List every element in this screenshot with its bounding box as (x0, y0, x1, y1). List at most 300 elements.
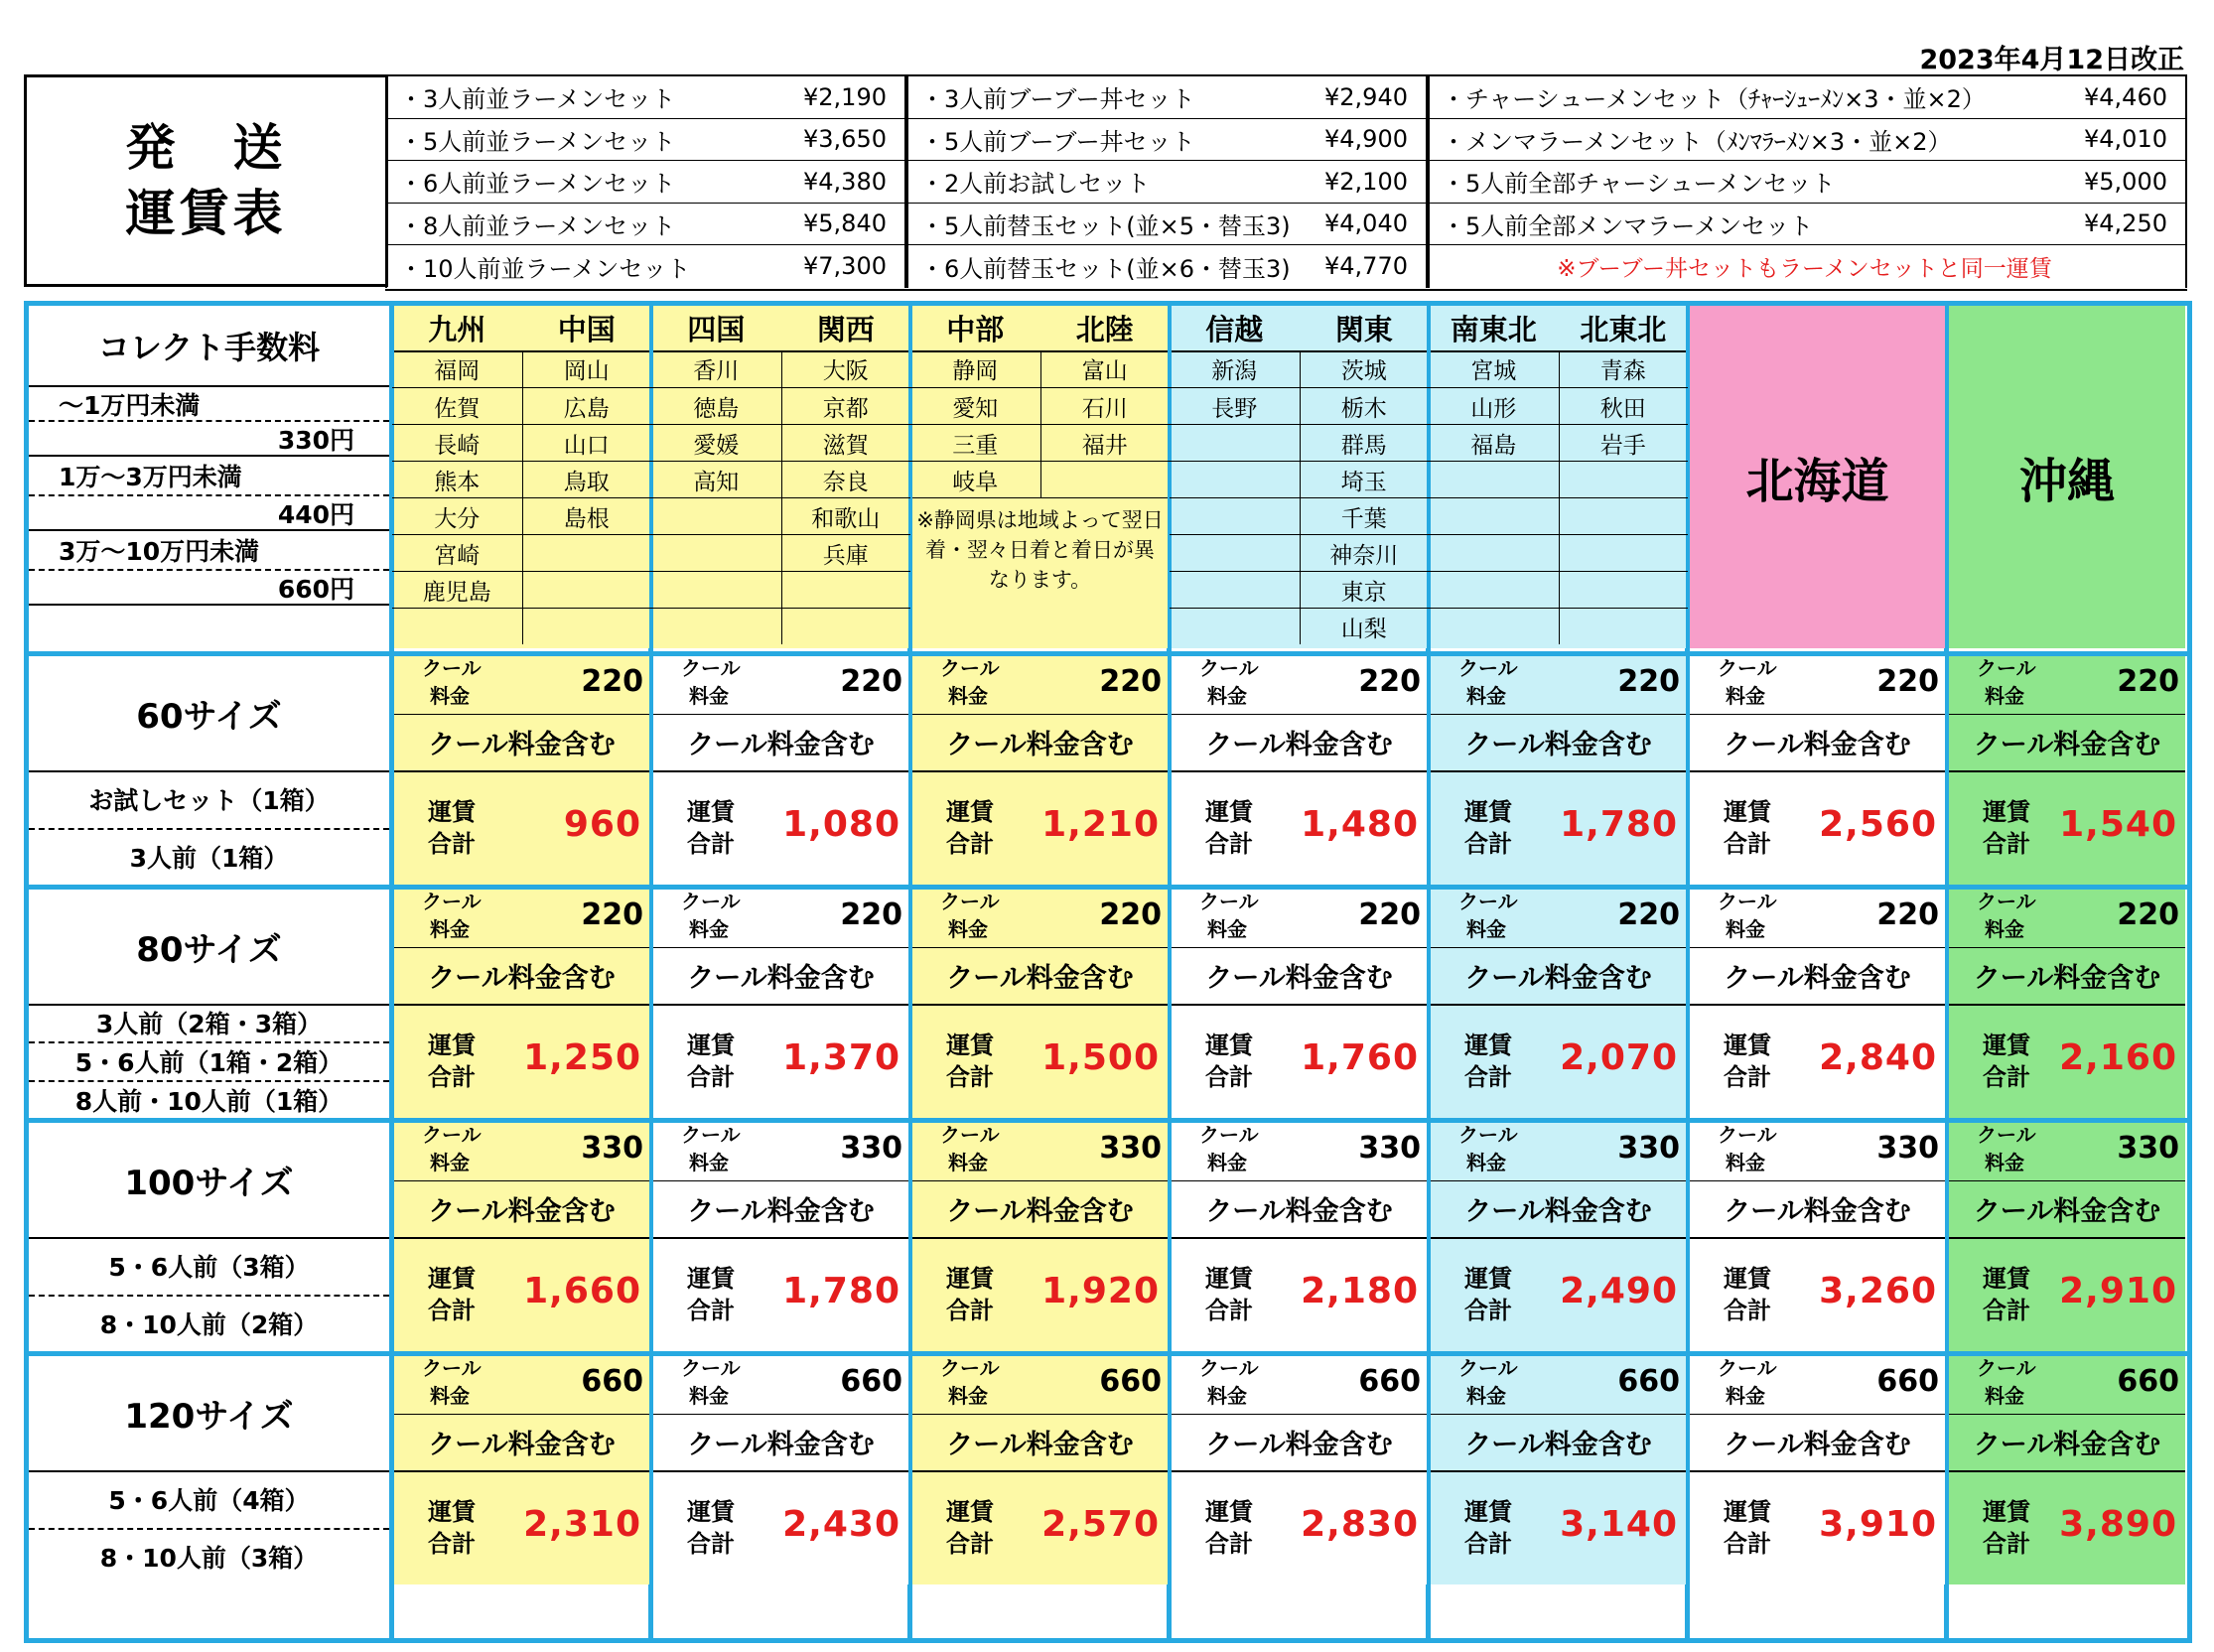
prefecture (1170, 571, 1300, 608)
prefecture: 広島 (522, 387, 652, 424)
menu-note: ※ブーブー丼セットもラーメンセットと同一運賃 (1428, 245, 2187, 288)
cool-label-line: クール (681, 1123, 741, 1147)
prefecture: 京都 (781, 387, 911, 424)
menu-item-price: ¥4,460 (2084, 82, 2167, 111)
fare-total: 1,250 (523, 1036, 641, 1078)
fare-label-line: 運賃 (1983, 797, 2030, 826)
cool-included-label: クール料金含む (1464, 730, 1652, 760)
cool-included-label: クール料金含む (1973, 963, 2161, 994)
prefecture: 栃木 (1300, 387, 1430, 424)
prefecture (651, 534, 781, 571)
cool-label-line: クール (1718, 656, 1777, 680)
prefecture: 愛媛 (651, 424, 781, 461)
cool-fee: 330 (2117, 1131, 2179, 1166)
fare-rule (912, 1470, 1168, 1472)
prefecture: 山梨 (1300, 608, 1430, 644)
menu-item (385, 119, 906, 162)
cool-label-line: 料金 (1466, 684, 1506, 708)
cool-label-line: 料金 (1985, 917, 2024, 941)
fare-label-line: 運賃 (946, 1264, 994, 1293)
cool-label-line: 料金 (1985, 1151, 2024, 1174)
prefecture (651, 571, 781, 608)
collect-fee-row (29, 604, 389, 651)
cool-label-line: クール (422, 1356, 482, 1380)
cool-included-label: クール料金含む (687, 963, 875, 994)
menu-item (385, 76, 906, 119)
fare-label-line: 合計 (1724, 1062, 1771, 1091)
cool-label-line: クール (1977, 1356, 2036, 1380)
menu-item-name: ・8人前並ラーメンセット (399, 211, 676, 240)
prefecture: 埼玉 (1300, 461, 1430, 497)
fare-label-line: 合計 (1205, 829, 1253, 858)
revision-date: 2023年4月12日改正 (1919, 45, 2184, 75)
cool-label-line: クール (422, 1123, 482, 1147)
prefecture (1429, 608, 1559, 644)
prefecture: 鳥取 (522, 461, 652, 497)
collect-fee-row: 660円 (29, 569, 389, 604)
menu-item-name: ・6人前並ラーメンセット (399, 170, 676, 199)
fare-label-line: 合計 (1983, 1296, 2030, 1324)
prefecture (1429, 497, 1559, 534)
fare-rule (912, 770, 1168, 772)
fare-total: 2,430 (782, 1503, 900, 1545)
fare-label-line: 合計 (1205, 1296, 1253, 1324)
fare-total: 2,070 (1560, 1036, 1678, 1078)
cool-included-label: クール料金含む (428, 1430, 616, 1460)
fare-rule (1172, 1470, 1427, 1472)
cool-label-line: 料金 (1726, 684, 1765, 708)
cool-included-label: クール料金含む (1205, 963, 1393, 994)
cool-label-line: 料金 (1466, 917, 1506, 941)
fare-rule (1949, 770, 2185, 772)
fare-rule (1690, 770, 1945, 772)
cool-fee: 220 (1358, 664, 1421, 699)
menu-item-name: ・10人前並ラーメンセット (399, 254, 691, 283)
cool-fee: 330 (1358, 1131, 1421, 1166)
cool-included-label: クール料金含む (428, 963, 616, 994)
size-title: 100サイズ (124, 1164, 294, 1203)
cool-label-line: クール (422, 890, 482, 913)
prefecture (1559, 461, 1689, 497)
prefecture (781, 608, 911, 644)
cool-label-line: クール (422, 656, 482, 680)
fare-label-line: 合計 (1983, 1062, 2030, 1091)
prefecture (1170, 534, 1300, 571)
fare-label-line: 運賃 (1724, 1031, 1771, 1059)
prefecture: 宮崎 (392, 534, 522, 571)
size-subtitle: 8人前・10人前（1箱） (29, 1080, 389, 1118)
fare-total: 1,210 (1041, 803, 1160, 845)
cool-label-line: クール (940, 1123, 1000, 1147)
cool-label-line: 料金 (948, 684, 988, 708)
fare-rule (912, 1237, 1168, 1239)
fare-label-line: 運賃 (1464, 1497, 1512, 1526)
cool-label-line: 料金 (1726, 1384, 1765, 1408)
collect-fee-title: コレクト手数料 (97, 329, 321, 366)
prefecture (1170, 497, 1300, 534)
menu-item-price: ¥4,900 (1324, 125, 1408, 154)
fare-rule (1172, 770, 1427, 772)
fare-label-line: 合計 (428, 1062, 476, 1091)
menu-item-name: ・メンマラーメンセット（ﾒﾝﾏﾗｰﾒﾝ×3・並×2） (1442, 127, 1952, 156)
fare-total: 2,840 (1819, 1036, 1937, 1078)
cool-label-line: 料金 (689, 917, 729, 941)
fare-label-line: 合計 (687, 1529, 735, 1558)
prefecture: 福岡 (434, 358, 481, 384)
prefecture (1429, 534, 1559, 571)
fare-label-line: 合計 (428, 829, 476, 858)
region-header: 九州 (428, 313, 486, 346)
menu-item-name: ・3人前ブーブー丼セット (920, 85, 1195, 114)
cool-fee: 220 (840, 664, 902, 699)
fare-label-line: 合計 (946, 829, 994, 858)
region-header: 信越 (1205, 313, 1264, 346)
fare-total: 3,890 (2059, 1503, 2177, 1545)
cool-included-label: クール料金含む (1973, 1196, 2161, 1227)
cool-fee: 660 (1876, 1364, 1939, 1399)
menu-item-name: ・5人前全部メンマラーメンセット (1442, 211, 1814, 240)
cool-label-line: 料金 (1726, 917, 1765, 941)
fare-label-line: 運賃 (428, 1264, 476, 1293)
prefecture (781, 571, 911, 608)
cool-label-line: クール (1718, 1356, 1777, 1380)
prefecture: 鹿児島 (392, 571, 522, 608)
collect-fee-row: 3万～10万円未満 (29, 529, 389, 569)
fare-rule (1949, 1004, 2185, 1006)
cool-included-label: クール料金含む (1724, 730, 1911, 760)
cool-label-line: クール (681, 890, 741, 913)
menu-item-price: ¥3,650 (803, 125, 887, 154)
menu-item-price: ¥2,940 (1324, 82, 1408, 111)
menu-column (385, 74, 906, 291)
cool-label-line: クール (940, 1356, 1000, 1380)
cool-label-line: 料金 (1985, 684, 2024, 708)
fare-rule (1690, 1004, 1945, 1006)
cool-label-line: クール (1458, 1123, 1518, 1147)
prefecture (651, 497, 781, 534)
cool-fee: 660 (1358, 1364, 1421, 1399)
cool-label-line: クール (1458, 656, 1518, 680)
size-title: 120サイズ (124, 1397, 294, 1437)
fare-label-line: 合計 (946, 1062, 994, 1091)
region-name: 沖縄 (2018, 454, 2115, 509)
cool-included-label: クール料金含む (428, 1196, 616, 1227)
region-header: 中部 (946, 313, 1005, 346)
cool-label-line: 料金 (1466, 1384, 1506, 1408)
fare-label-line: 運賃 (1205, 1264, 1253, 1293)
menu-item (385, 245, 906, 288)
cool-fee: 220 (2117, 897, 2179, 932)
prefecture: 岐阜 (910, 461, 1040, 497)
cool-fee: 660 (581, 1364, 643, 1399)
fare-label-line: 運賃 (687, 1031, 735, 1059)
cool-fee: 330 (840, 1131, 902, 1166)
prefecture (1040, 461, 1171, 497)
fare-rule (1690, 1237, 1945, 1239)
fare-total: 1,920 (1041, 1270, 1160, 1311)
prefecture: 高知 (651, 461, 781, 497)
prefecture: 静岡 (952, 358, 999, 384)
fare-total: 1,760 (1301, 1036, 1419, 1078)
cool-included-label: クール料金含む (1464, 1430, 1652, 1460)
fare-label-line: 合計 (687, 1296, 735, 1324)
size-subtitle: 5・6人前（3箱） (108, 1252, 310, 1282)
menu-item-name: ・5人前並ラーメンセット (399, 127, 676, 156)
cool-included-label: クール料金含む (946, 963, 1134, 994)
prefecture: 熊本 (392, 461, 522, 497)
cool-included-label: クール料金含む (1205, 730, 1393, 760)
fare-label-line: 運賃 (1205, 1497, 1253, 1526)
cool-label-line: クール (1458, 1356, 1518, 1380)
region-header: 四国 (687, 313, 746, 346)
cool-label-line: 料金 (1466, 1151, 1506, 1174)
cool-label-line: クール (1199, 890, 1259, 913)
cool-label-line: 料金 (689, 1384, 729, 1408)
fare-label-line: 運賃 (1464, 1031, 1512, 1059)
cool-fee: 220 (1617, 664, 1680, 699)
prefecture: 山口 (522, 424, 652, 461)
fare-total: 1,080 (782, 803, 900, 845)
cool-label-line: 料金 (1985, 1384, 2024, 1408)
fare-total: 3,140 (1560, 1503, 1678, 1545)
cool-fee: 660 (1099, 1364, 1162, 1399)
size-title: 80サイズ (136, 930, 282, 970)
cool-label-line: 料金 (948, 1384, 988, 1408)
menu-item-name: ・6人前替玉セット(並×6・替玉3) (920, 254, 1291, 283)
menu-item-name: ・5人前ブーブー丼セット (920, 127, 1195, 156)
fare-total: 2,570 (1041, 1503, 1160, 1545)
prefecture: 宮城 (1470, 358, 1517, 384)
fare-total: 2,910 (2059, 1270, 2177, 1311)
product-header (24, 74, 2187, 287)
menu-item-name: ・5人前全部チャーシューメンセット (1442, 170, 1836, 199)
prefecture: 群馬 (1300, 424, 1430, 461)
cool-fee: 660 (840, 1364, 902, 1399)
menu-item (1428, 119, 2187, 162)
menu-item-price: ¥4,040 (1324, 209, 1408, 238)
prefecture: 千葉 (1300, 497, 1430, 534)
fare-label-line: 合計 (687, 829, 735, 858)
menu-item-price: ¥4,380 (803, 167, 887, 196)
size-subtitle: お試しセット（1箱） (88, 785, 330, 815)
cool-label-line: 料金 (1207, 684, 1247, 708)
cool-fee: 220 (2117, 664, 2179, 699)
fare-rule (394, 770, 649, 772)
title-line-2: 運賃表 (125, 185, 287, 242)
fare-label-line: 運賃 (687, 1497, 735, 1526)
menu-item-price: ¥4,010 (2084, 125, 2167, 154)
fare-rule (1172, 1004, 1427, 1006)
cool-label-line: クール (1977, 1123, 2036, 1147)
cool-included-label: クール料金含む (687, 1430, 875, 1460)
prefecture: 富山 (1081, 358, 1128, 384)
prefecture (392, 608, 522, 644)
cool-included-label: クール料金含む (1464, 963, 1652, 994)
note-rule (912, 497, 1168, 498)
cool-included-label: クール料金含む (1724, 963, 1911, 994)
prefecture: 岩手 (1559, 424, 1689, 461)
title-line-1: 発 送 (125, 119, 287, 177)
cool-label-line: クール (681, 1356, 741, 1380)
cool-label-line: 料金 (430, 684, 470, 708)
prefecture: 三重 (910, 424, 1040, 461)
fare-total: 1,660 (523, 1270, 641, 1311)
collect-fee-row: ～1万円未満 (29, 385, 389, 420)
fare-label-line: 合計 (1464, 1529, 1512, 1558)
cool-fee: 660 (1617, 1364, 1680, 1399)
menu-item (906, 76, 1428, 119)
region-header: 関西 (816, 313, 875, 346)
size-subtitle: 3人前（2箱・3箱） (95, 1010, 323, 1039)
prefecture (1559, 571, 1689, 608)
prefecture (1559, 497, 1689, 534)
menu-item-name: ・チャーシューメンセット（ﾁｬｰｼｭｰﾒﾝ×3・並×2） (1442, 85, 1986, 114)
fare-label-line: 合計 (1724, 829, 1771, 858)
collect-fee-row: 440円 (29, 494, 389, 529)
fare-label-line: 運賃 (1724, 1497, 1771, 1526)
menu-item-price: ¥2,190 (803, 82, 887, 111)
prefecture: 兵庫 (781, 534, 911, 571)
fare-label-line: 合計 (1464, 1062, 1512, 1091)
fare-label-line: 運賃 (1983, 1497, 2030, 1526)
fare-label-line: 運賃 (946, 1497, 994, 1526)
fare-rule (1690, 1470, 1945, 1472)
fare-rule (1431, 1004, 1686, 1006)
fare-total: 1,480 (1301, 803, 1419, 845)
cool-label-line: クール (1977, 890, 2036, 913)
menu-item (906, 245, 1428, 288)
prefecture: 大阪 (822, 358, 869, 384)
fare-total: 1,780 (782, 1270, 900, 1311)
fare-rule (1431, 1237, 1686, 1239)
fare-rule (653, 770, 908, 772)
fare-total: 1,780 (1560, 803, 1678, 845)
prefecture (1170, 461, 1300, 497)
prefecture (522, 571, 652, 608)
fare-rule (1949, 1237, 2185, 1239)
fare-label-line: 運賃 (687, 797, 735, 826)
menu-item-price: ¥7,300 (803, 252, 887, 281)
prefecture (1429, 571, 1559, 608)
cool-included-label: クール料金含む (1973, 1430, 2161, 1460)
fare-label-line: 運賃 (1983, 1264, 2030, 1293)
fare-rule (394, 1237, 649, 1239)
prefecture (522, 534, 652, 571)
cool-fee: 220 (581, 664, 643, 699)
cool-label-line: クール (940, 656, 1000, 680)
menu-item (906, 204, 1428, 246)
fare-label-line: 運賃 (687, 1264, 735, 1293)
cool-included-label: クール料金含む (1973, 730, 2161, 760)
fare-rule (1431, 1470, 1686, 1472)
fare-rule (912, 1004, 1168, 1006)
size-title: 60サイズ (136, 697, 282, 737)
cool-included-label: クール料金含む (946, 1430, 1134, 1460)
cool-included-label: クール料金含む (946, 730, 1134, 760)
fare-label-line: 運賃 (1983, 1031, 2030, 1059)
prefecture: 福島 (1429, 424, 1559, 461)
fare-label-line: 合計 (1724, 1296, 1771, 1324)
cool-fee: 220 (1876, 897, 1939, 932)
fare-label-line: 合計 (946, 1296, 994, 1324)
rate-table (24, 301, 2192, 1643)
menu-item-price: ¥5,840 (803, 209, 887, 238)
region-header: 北東北 (1580, 313, 1667, 346)
fare-label-line: 運賃 (1205, 797, 1253, 826)
cool-fee: 220 (1099, 897, 1162, 932)
region-header: 南東北 (1450, 313, 1537, 346)
cool-fee: 220 (1876, 664, 1939, 699)
fare-label-line: 合計 (1724, 1529, 1771, 1558)
cool-label-line: 料金 (689, 1151, 729, 1174)
menu-item-name: ・2人前お試しセット (920, 170, 1151, 199)
fare-rule (653, 1470, 908, 1472)
cool-fee: 220 (581, 897, 643, 932)
cool-label-line: 料金 (430, 1151, 470, 1174)
cool-included-label: クール料金含む (687, 1196, 875, 1227)
fare-label-line: 運賃 (1464, 797, 1512, 826)
cool-label-line: 料金 (689, 684, 729, 708)
collect-fee-row: 330円 (29, 420, 389, 455)
menu-column (906, 74, 1428, 291)
cool-fee: 220 (1358, 897, 1421, 932)
prefecture: 神奈川 (1300, 534, 1430, 571)
cool-included-label: クール料金含む (687, 730, 875, 760)
fare-rule (1172, 1237, 1427, 1239)
prefecture: 秋田 (1559, 387, 1689, 424)
size-subtitle: 5・6人前（1箱・2箱） (29, 1041, 389, 1079)
fare-label-line: 運賃 (428, 1497, 476, 1526)
region-header: 中国 (557, 313, 616, 346)
prefecture (1170, 608, 1300, 644)
region-header: 北陸 (1075, 313, 1134, 346)
menu-item-name: ・5人前替玉セット(並×5・替玉3) (920, 211, 1291, 240)
fare-total: 1,540 (2059, 803, 2177, 845)
fare-total: 2,160 (2059, 1036, 2177, 1078)
prefecture (522, 608, 652, 644)
cool-fee: 660 (2117, 1364, 2179, 1399)
cool-fee: 330 (1617, 1131, 1680, 1166)
prefecture: 愛知 (910, 387, 1040, 424)
fare-label-line: 合計 (1983, 829, 2030, 858)
cool-included-label: クール料金含む (1205, 1196, 1393, 1227)
size-subtitle: 5・6人前（4箱） (108, 1485, 310, 1515)
menu-item-price: ¥4,250 (2084, 209, 2167, 238)
menu-item (1428, 76, 2187, 119)
menu-column (1428, 74, 2187, 291)
fare-total: 2,310 (523, 1503, 641, 1545)
prefecture: 和歌山 (781, 497, 911, 534)
prefecture: 石川 (1040, 387, 1171, 424)
cool-included-label: クール料金含む (1724, 1430, 1911, 1460)
prefecture: 大分 (392, 497, 522, 534)
cool-fee: 220 (840, 897, 902, 932)
cool-label-line: クール (1977, 656, 2036, 680)
menu-item-name: ・3人前並ラーメンセット (399, 85, 676, 114)
fare-total: 2,560 (1819, 803, 1937, 845)
prefecture (1559, 534, 1689, 571)
fare-total: 3,910 (1819, 1503, 1937, 1545)
fare-rule (1431, 770, 1686, 772)
collect-fee-row: 1万～3万円未満 (29, 455, 389, 494)
prefecture: 岡山 (563, 358, 610, 384)
fare-label-line: 合計 (1205, 1529, 1253, 1558)
cool-included-label: クール料金含む (1464, 1196, 1652, 1227)
fare-label-line: 運賃 (1205, 1031, 1253, 1059)
cool-label-line: 料金 (948, 917, 988, 941)
cool-label-line: クール (681, 656, 741, 680)
cool-fee: 330 (581, 1131, 643, 1166)
